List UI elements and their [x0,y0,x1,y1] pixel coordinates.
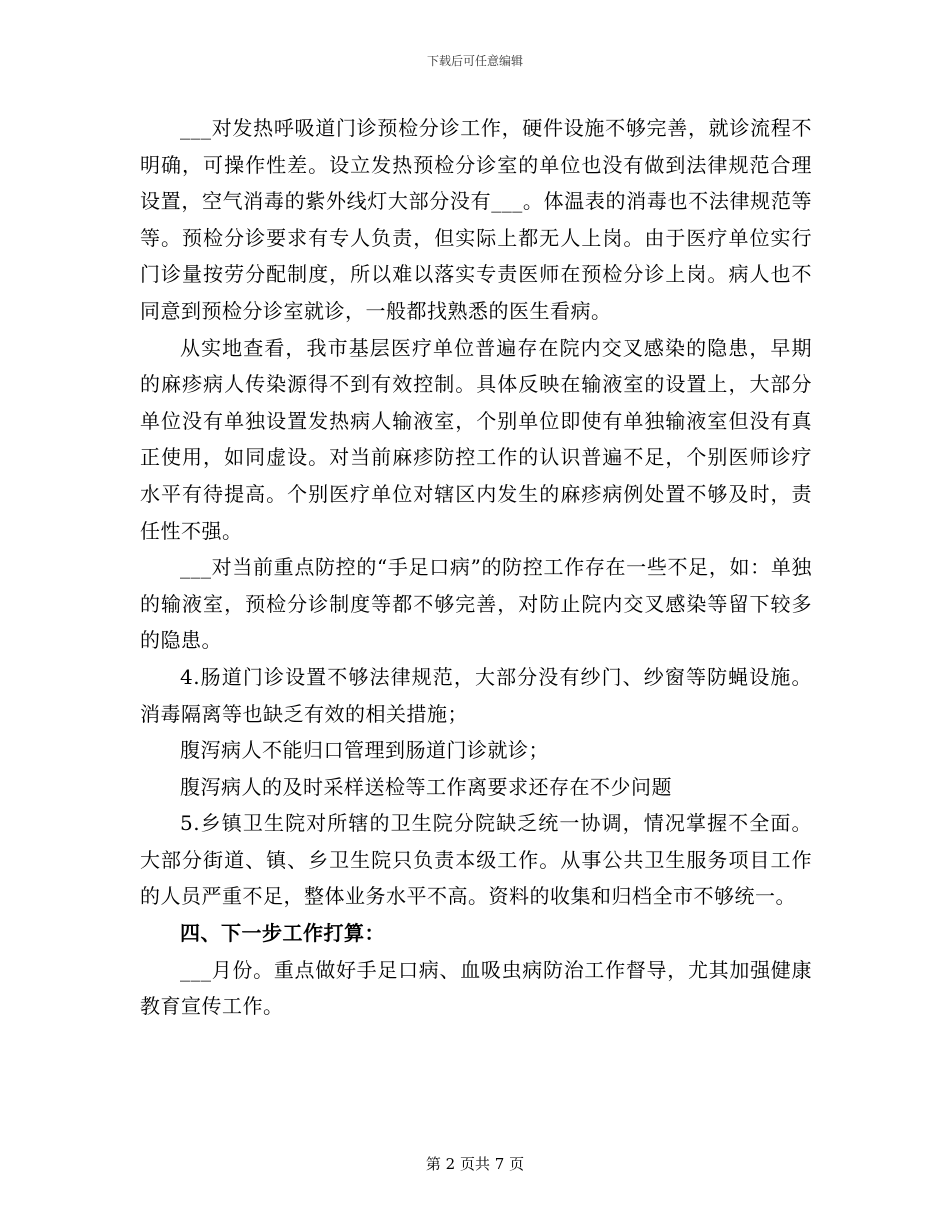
section-heading-next-steps: 四、下一步工作打算： [180,921,385,946]
paragraph-intestinal-clinic: 4.肠道门诊设置不够法律规范，大部分没有纱门、纱窗等防蝇设施。消毒隔离等也缺乏有效的相关措施； [140,664,812,726]
page-footer: 第 2 页共 7 页 [425,1155,525,1173]
paragraph-diarrhea-sampling: 腹泻病人的及时采样送检等工作离要求还存在不少问题 [180,774,672,799]
page-header: 下载后可任意编辑 [426,54,523,68]
paragraph-township-hospital: 5.乡镇卫生院对所辖的卫生院分院缺乏统一协调，情况掌握不全面。大部分街道、镇、乡卫生院只负责本级工作。从事公共卫生服务项目工作的人员严重不足，整体业务水平不高。资料的收集和归档全市不够统一。 [140,811,812,909]
paragraph-diarrhea-management: 腹泻病人不能归口管理到肠道门诊就诊； [180,738,549,763]
paragraph-monthly-plan: ___月份。重点做好手足口病、血吸虫病防治工作督导，尤其加强健康教育宣传工作。 [140,957,812,1019]
paragraph-cross-infection: 从实地查看，我市基层医疗单位普遍存在院内交叉感染的隐患，早期的麻疹病人传染源得不到有效控制。具体反映在输液室的设置上，大部分单位没有单独设置发热病人输液室，个别单位即使有单独输液室但没有真正使用，如同虚设。对当前麻疹防控工作的认识普遍不足，个别医师诊疗水平有待提高。个别医疗单位对辖区内发生的麻疹病例处置不够及时，责任性不强。 [140,335,812,543]
document-body [140,110,812,1025]
paragraph-fever-clinic: ___对发热呼吸道门诊预检分诊工作，硬件设施不够完善，就诊流程不明确，可操作性差。设立发热预检分诊室的单位也没有做到法律规范合理设置，空气消毒的紫外线灯大部分没有___。体温表的消毒也不法律规范等等。预检分诊要求有专人负责，但实际上都无人上岗。由于医疗单位实行门诊量按劳分配制度，所以难以落实专责医师在预检分诊上岗。病人也不同意到预检分诊室就诊，一般都找熟悉的医生看病。 [140,116,812,323]
paragraph-hand-foot-mouth: ___对当前重点防控的“手足口病”的防控工作存在一些不足，如：单独的输液室，预检分诊制度等都不够完善，对防止院内交叉感染等留下较多的隐患。 [140,555,812,653]
